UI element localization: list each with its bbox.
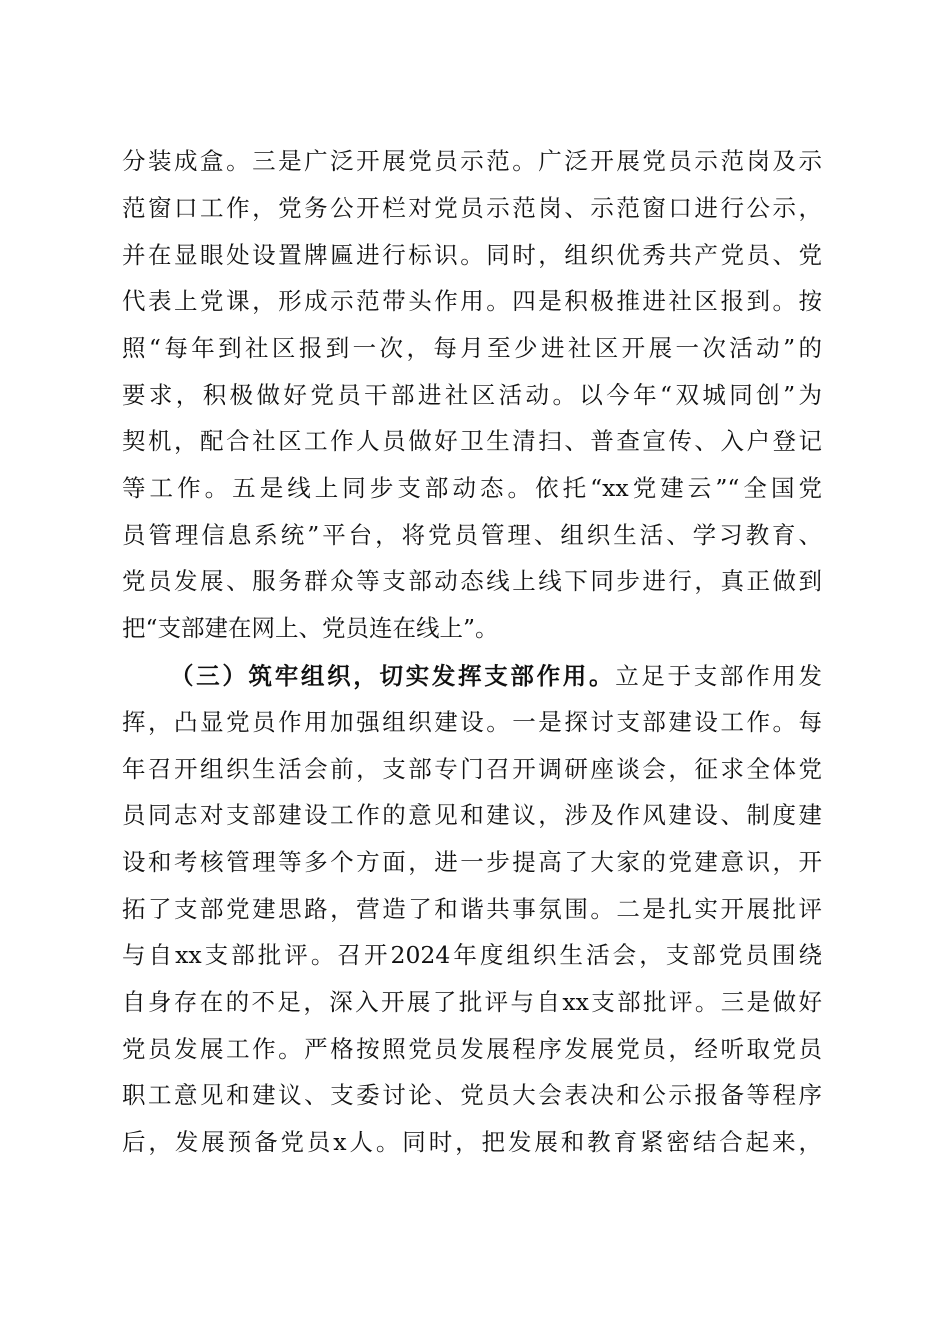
body-line-11: 把“支部建在网上、党员连在线上”。 xyxy=(122,614,499,642)
section-line-9: 职工意见和建议、支委讨论、党员大会表决和公示报备等程序 xyxy=(122,1081,822,1109)
body-line-1: 分装成盒。三是广泛开展党员示范。广泛开展党员示范岗及示 xyxy=(122,147,822,175)
section-first-line-rest: 立足于支部作用发 xyxy=(615,662,822,690)
section-line-5: 拓了支部党建思路，营造了和谐共事氛围。二是扎实开展批评 xyxy=(122,895,822,923)
section-heading: （三）筑牢组织，切实发挥支部作用。 xyxy=(170,662,616,690)
section-line-3: 员同志对支部建设工作的意见和建议，涉及作风建设、制度建 xyxy=(122,801,822,829)
section-line-1: 挥，凸显党员作用加强组织建设。一是探讨支部建设工作。每 xyxy=(122,708,822,736)
section-line-2: 年召开组织生活会前，支部专门召开调研座谈会，征求全体党 xyxy=(122,755,822,783)
body-line-3: 并在显眼处设置牌匾进行标识。同时，组织优秀共产党员、党 xyxy=(122,241,822,269)
section-line-7: 自身存在的不足，深入开展了批评与自xx支部批评。三是做好 xyxy=(122,988,822,1016)
body-line-2: 范窗口工作，党务公开栏对党员示范岗、示范窗口进行公示， xyxy=(122,194,822,222)
section-line-10: 后，发展预备党员x人。同时，把发展和教育紧密结合起来， xyxy=(122,1128,822,1156)
section-line-4: 设和考核管理等多个方面，进一步提高了大家的党建意识，开 xyxy=(122,848,822,876)
body-line-5: 照“每年到社区报到一次，每月至少进社区开展一次活动”的 xyxy=(122,334,822,362)
section-first-line xyxy=(170,656,822,696)
body-line-6: 要求，积极做好党员干部进社区活动。以今年“双城同创”为 xyxy=(122,381,822,409)
body-line-8: 等工作。五是线上同步支部动态。依托“xx党建云”“全国党 xyxy=(122,474,822,502)
section-line-6: 与自xx支部批评。召开2024年度组织生活会，支部党员围绕 xyxy=(122,941,822,969)
body-line-10: 党员发展、服务群众等支部动态线上线下同步进行，真正做到 xyxy=(122,567,822,595)
body-line-9: 员管理信息系统”平台，将党员管理、组织生活、学习教育、 xyxy=(122,521,822,549)
body-line-4: 代表上党课，形成示范带头作用。四是积极推进社区报到。按 xyxy=(122,287,822,315)
body-line-7: 契机，配合社区工作人员做好卫生清扫、普查宣传、入户登记 xyxy=(122,427,822,455)
section-line-8: 党员发展工作。严格按照党员发展程序发展党员，经听取党员 xyxy=(122,1035,822,1063)
